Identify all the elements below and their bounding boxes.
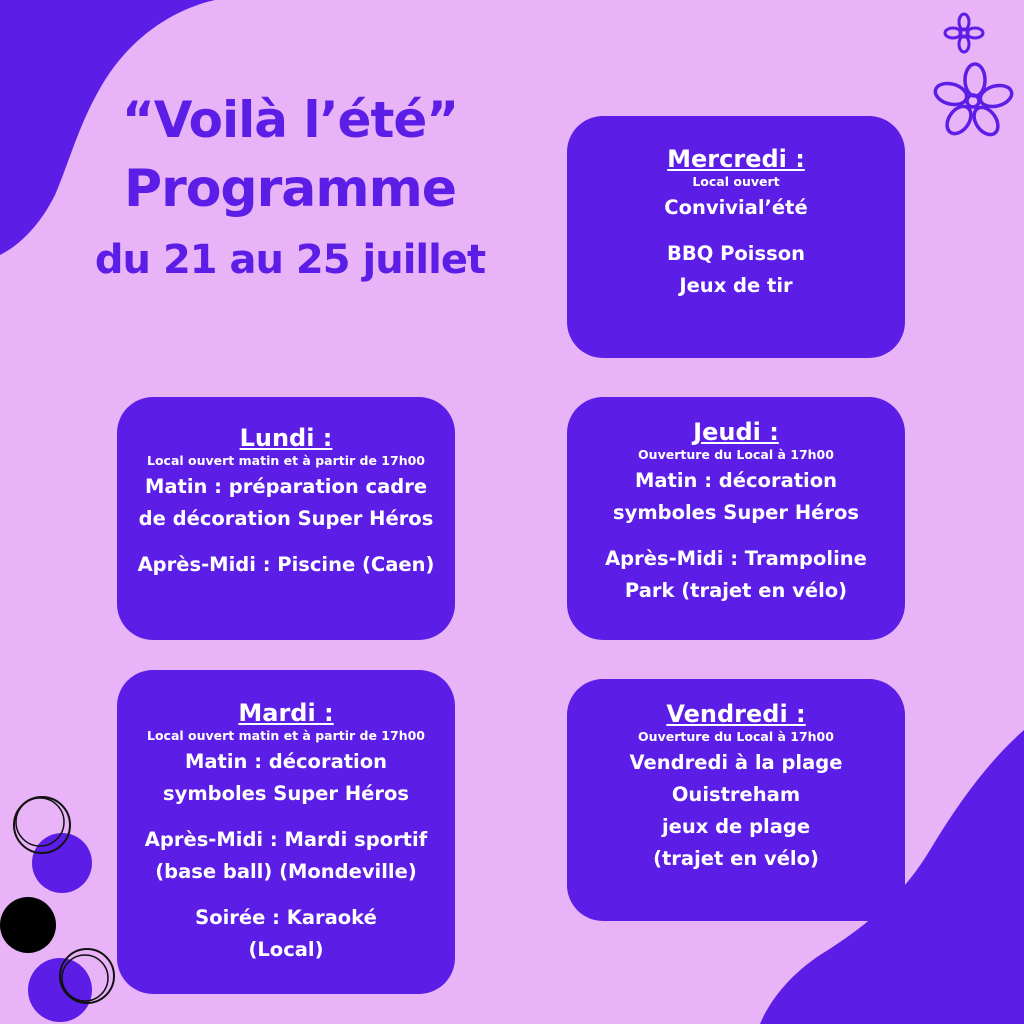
card-subtitle: Ouverture du Local à 17h00 <box>638 447 834 462</box>
flower-icon-large <box>933 64 1014 139</box>
flower-icon-small <box>945 14 983 52</box>
card-line: Park (trajet en vélo) <box>624 579 848 602</box>
circles-decoration <box>0 797 114 1022</box>
card-subtitle: Local ouvert matin et à partir de 17h00 <box>147 453 425 468</box>
card-line: jeux de plage <box>661 815 811 838</box>
card-day-title: Jeudi : <box>693 418 779 446</box>
card-jeudi <box>567 397 905 640</box>
card-line: Après-Midi : Piscine (Caen) <box>137 553 435 576</box>
card-line: Matin : préparation cadre <box>144 475 428 498</box>
card-day-title: Mardi : <box>238 699 334 727</box>
card-line: de décoration Super Héros <box>138 507 434 530</box>
card-line: Soirée : Karaoké <box>195 906 377 929</box>
card-subtitle: Local ouvert <box>692 174 780 189</box>
card-line: Matin : décoration <box>634 469 838 492</box>
card-mardi <box>117 670 455 994</box>
card-line: Après-Midi : Mardi sportif <box>144 828 428 851</box>
card-day-title: Lundi : <box>239 424 333 452</box>
card-line: (trajet en vélo) <box>653 847 819 870</box>
card-line: Après-Midi : Trampoline <box>605 547 867 570</box>
card-mercredi <box>567 116 905 358</box>
title-line-3: du 21 au 25 juillet <box>94 237 486 283</box>
card-line: Matin : décoration <box>184 750 388 773</box>
card-line: BBQ Poisson <box>667 242 805 265</box>
card-subtitle: Local ouvert matin et à partir de 17h00 <box>147 728 425 743</box>
card-line: Ouistreham <box>671 783 801 806</box>
card-line: (Local) <box>248 938 324 961</box>
card-line: symboles Super Héros <box>613 501 859 524</box>
card-line: Convivial’été <box>664 196 808 219</box>
card-line: (base ball) (Mondeville) <box>155 860 417 883</box>
card-vendredi <box>567 679 905 921</box>
card-line: Jeux de tir <box>679 274 793 297</box>
title-line-2: Programme <box>123 159 457 219</box>
card-day-title: Mercredi : <box>667 145 805 173</box>
title-line-1: “Voilà l’été” <box>121 91 459 149</box>
card-lundi <box>117 397 455 640</box>
card-subtitle: Ouverture du Local à 17h00 <box>638 729 834 744</box>
card-day-title: Vendredi : <box>666 700 806 728</box>
card-line: symboles Super Héros <box>163 782 409 805</box>
card-line: Vendredi à la plage <box>629 751 843 774</box>
page-title <box>70 88 510 290</box>
